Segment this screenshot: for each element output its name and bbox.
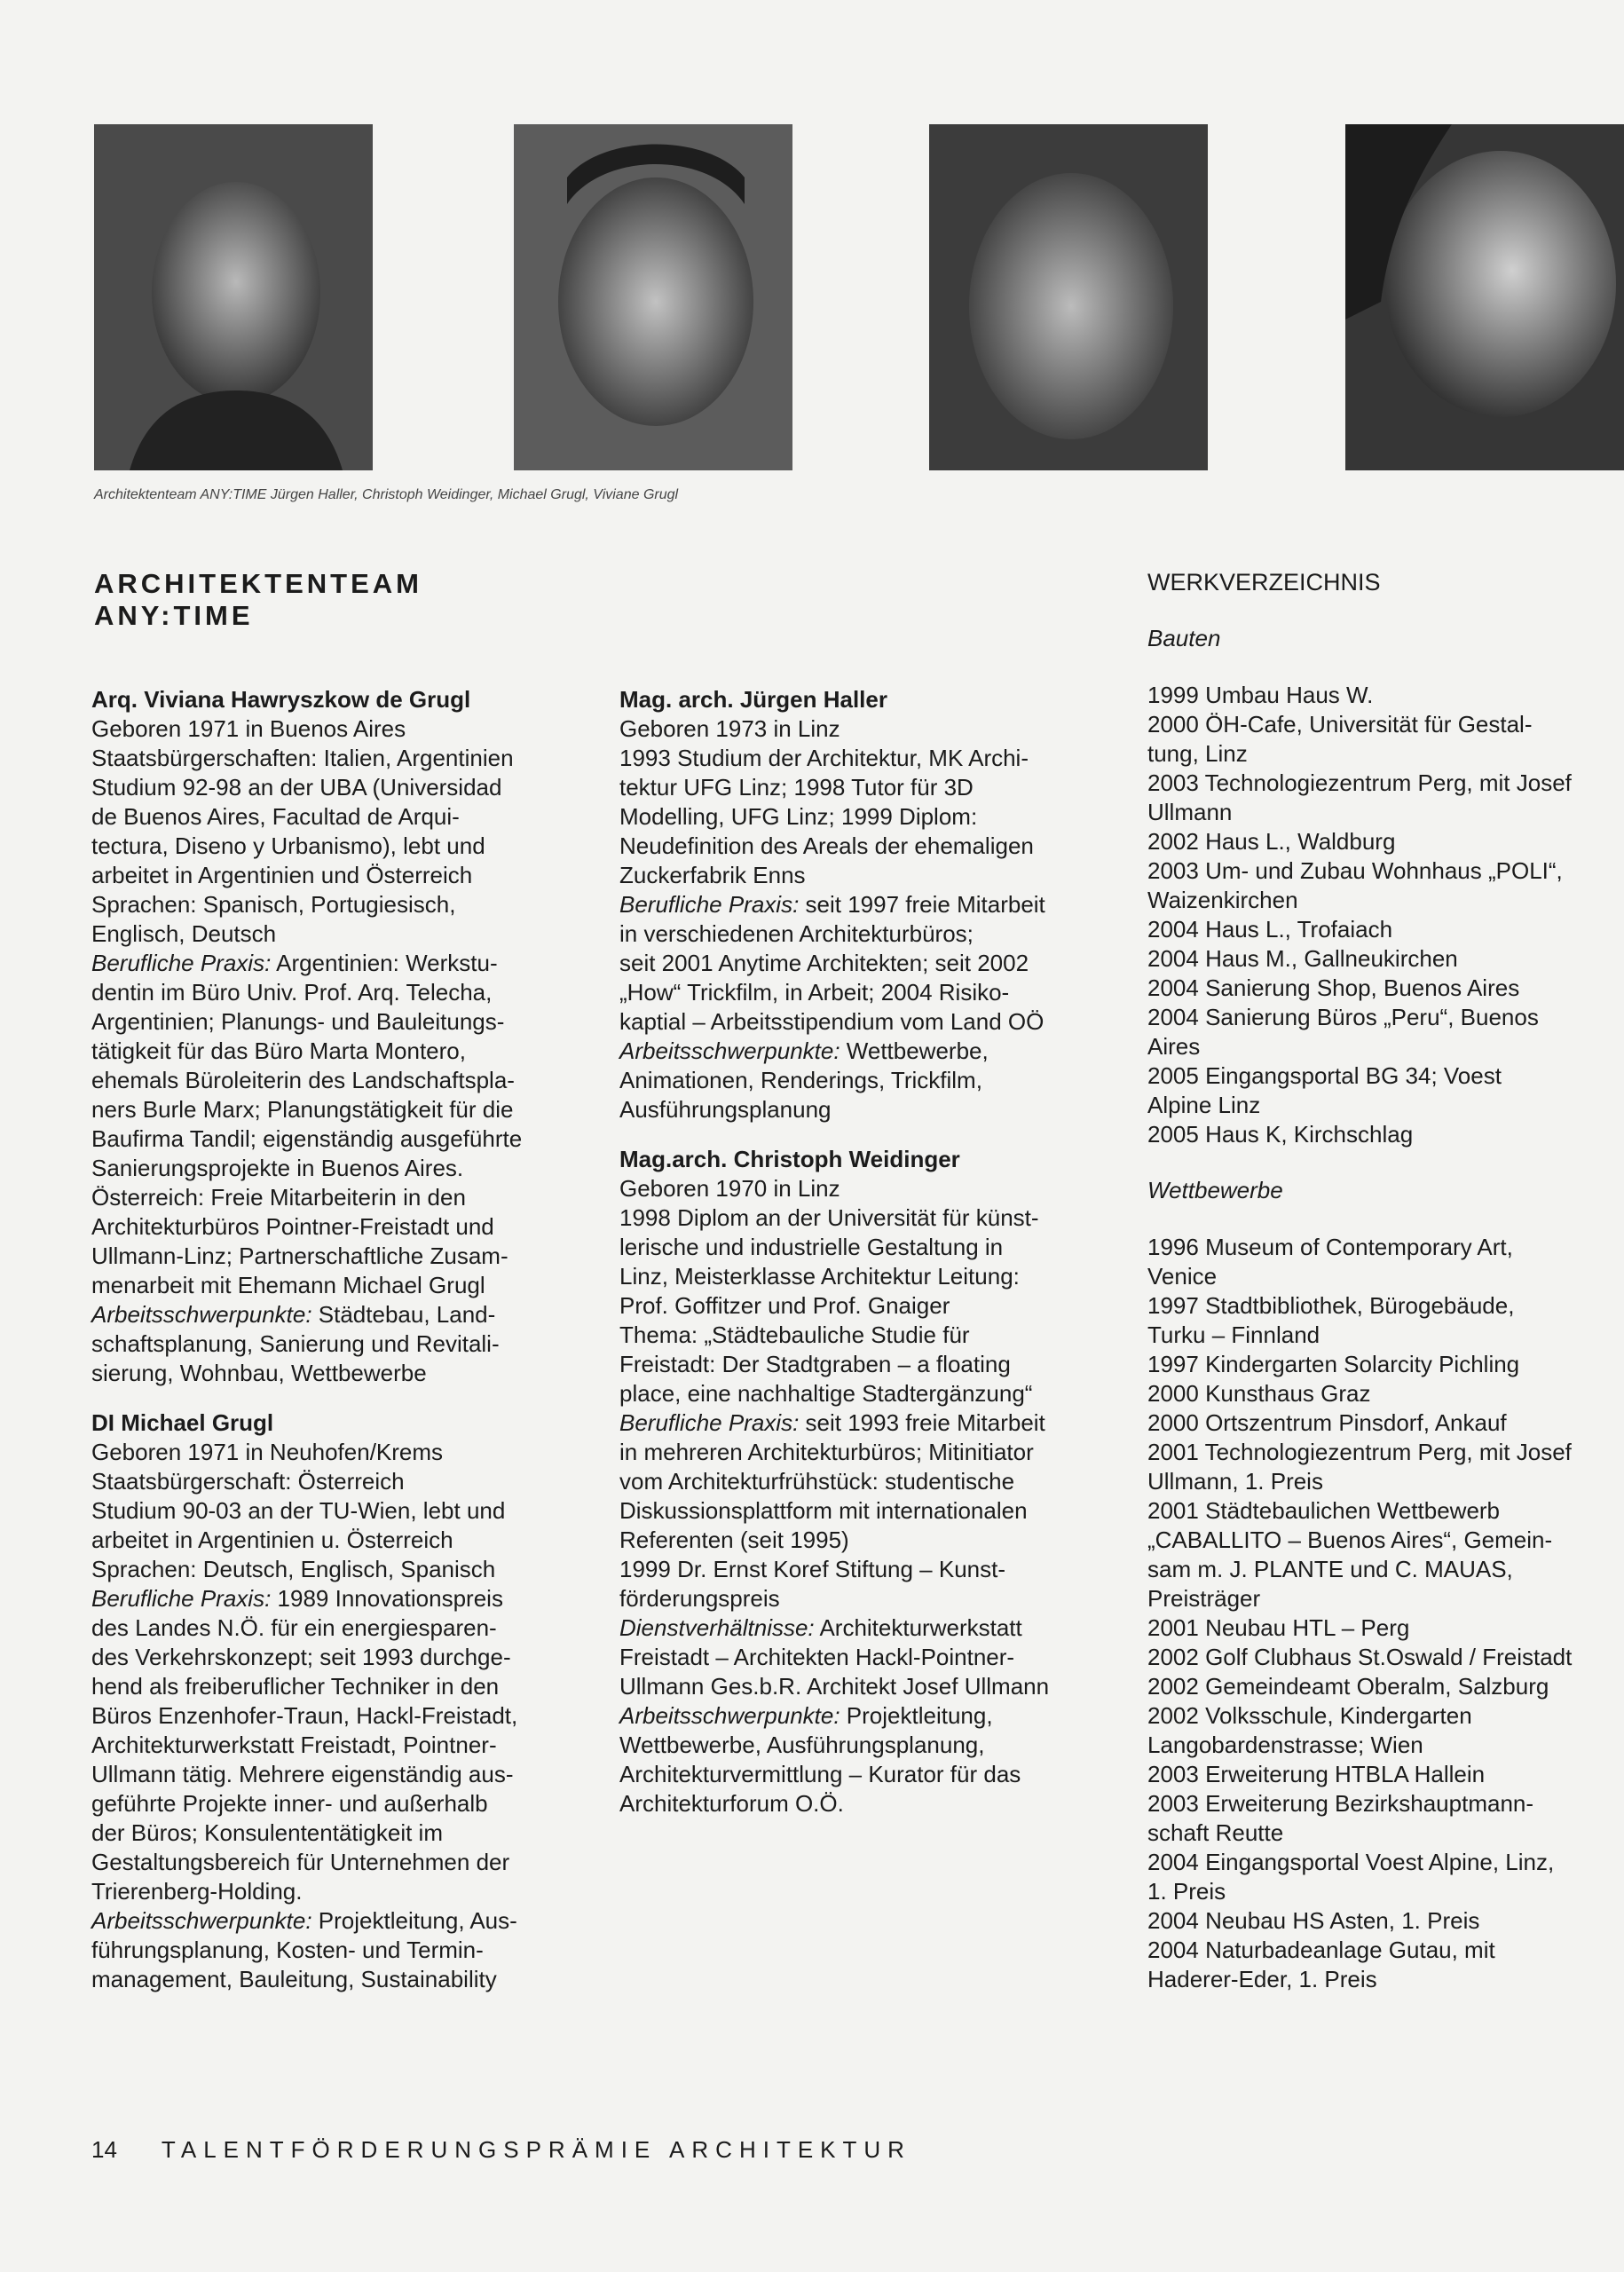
bio-text: schaftsplanung, Sanierung und Revitali- — [91, 1330, 500, 1357]
bio-text: tätigkeit für das Büro Marta Montero, — [91, 1037, 466, 1064]
photo-caption: Architektenteam ANY:TIME Jürgen Haller, Christoph Weidinger, Michael Grugl, Viviane Grugl — [94, 487, 679, 502]
bio-line — [619, 1379, 1099, 1408]
team-title-line: ARCHITEKTENTEAM — [94, 568, 422, 599]
bio-label: Berufliche Praxis: — [619, 891, 800, 918]
wettbewerbe-entry: 2004 Eingangsportal Voest Alpine, Linz, — [1147, 1849, 1555, 1875]
bio-line — [91, 1183, 571, 1212]
team-title-line: ANY:TIME — [94, 600, 254, 631]
bio-text: Städtebau, Land- — [311, 1301, 496, 1328]
page-number: 14 — [91, 2136, 117, 2163]
bio-line — [619, 890, 1099, 919]
wettbewerbe-entry: Preisträger — [1147, 1585, 1261, 1612]
bauten-entry: 2005 Eingangsportal BG 34; Voest — [1147, 1062, 1502, 1089]
column-middle — [619, 685, 1099, 1839]
bio-text: 1989 Innovationspreis — [271, 1585, 503, 1612]
bio-label: Arbeitsschwerpunkte: — [91, 1301, 312, 1328]
bio-text: geführte Projekte inner- und außerhalb — [91, 1790, 488, 1817]
bauten-entry: Alpine Linz — [1147, 1092, 1261, 1118]
bio-line — [619, 1291, 1099, 1321]
bio-line — [619, 1701, 1099, 1731]
person-section — [619, 1145, 1099, 1818]
bio-line — [91, 1037, 571, 1066]
bio-text: arbeitet in Argentinien und Österreich — [91, 862, 473, 888]
bauten-entry: 2005 Haus K, Kirchschlag — [1147, 1121, 1414, 1148]
bio-text: Freistadt – Architekten Hackl-Pointner- — [619, 1644, 1015, 1670]
person-section — [619, 685, 1099, 1124]
bio-text: Österreich: Freie Mitarbeiterin in den — [91, 1184, 466, 1211]
bio-line — [619, 1496, 1099, 1526]
bio-text: Studium 92-98 an der UBA (Universidad — [91, 774, 502, 801]
bio-text: kaptial – Arbeitsstipendium vom Land OÖ — [619, 1008, 1045, 1035]
bio-line — [91, 1848, 571, 1877]
bio-text: Englisch, Deutsch — [91, 920, 277, 947]
bio-text: lerische und industrielle Gestaltung in — [619, 1234, 1004, 1260]
wettbewerbe-entry: sam m. J. PLANTE und C. MAUAS, — [1147, 1556, 1513, 1582]
bio-line — [91, 1467, 571, 1496]
bio-line — [619, 861, 1099, 890]
bio-line — [91, 1212, 571, 1242]
bio-text: Ullmann Ges.b.R. Architekt Josef Ullmann — [619, 1673, 1050, 1700]
bio-line — [91, 1760, 571, 1789]
bio-text: Staatsbürgerschaften: Italien, Argentinien — [91, 745, 514, 771]
bio-line — [91, 1066, 571, 1095]
bio-text: ehemals Büroleiterin des Landschaftspla- — [91, 1067, 515, 1093]
bio-line — [619, 1438, 1099, 1467]
bio-line — [619, 1066, 1099, 1095]
bauten-heading: Bauten — [1147, 625, 1221, 651]
page-footer — [91, 2136, 911, 2164]
wettbewerbe-entry: 1997 Kindergarten Solarcity Pichling — [1147, 1351, 1520, 1377]
wettbewerbe-heading: Wettbewerbe — [1147, 1177, 1283, 1203]
bio-line — [619, 1174, 1099, 1203]
bio-line — [91, 890, 571, 919]
bio-text: tectura, Diseno y Urbanismo), lebt und — [91, 832, 485, 859]
bio-text: Projektleitung, — [840, 1702, 993, 1729]
bio-line — [91, 1965, 571, 1994]
bio-text: der Büros; Konsulententätigkeit im — [91, 1819, 443, 1846]
bio-line — [91, 1496, 571, 1526]
bio-line — [619, 1672, 1099, 1701]
wettbewerbe-entry: 2002 Gemeindeamt Oberalm, Salzburg — [1147, 1673, 1549, 1700]
bio-text: ners Burle Marx; Planungstätigkeit für die — [91, 1096, 514, 1123]
bio-line — [619, 1350, 1099, 1379]
bio-label: Berufliche Praxis: — [91, 950, 272, 976]
bio-line — [619, 744, 1099, 773]
bio-text: Sprachen: Spanisch, Portugiesisch, — [91, 891, 456, 918]
wettbewerbe-entry: Haderer-Eder, 1. Preis — [1147, 1966, 1377, 1992]
wettbewerbe-entry: 2003 Erweiterung Bezirkshauptmann- — [1147, 1790, 1534, 1817]
bio-line — [619, 1408, 1099, 1438]
wettbewerbe-entry: 2004 Neubau HS Asten, 1. Preis — [1147, 1907, 1480, 1934]
bio-line — [91, 832, 571, 861]
wettbewerbe-entry: „CABALLITO – Buenos Aires“, Gemein- — [1147, 1526, 1553, 1553]
bio-label: Dienstverhältnisse: — [619, 1614, 815, 1641]
bio-line — [619, 1203, 1099, 1233]
person-section — [91, 1408, 571, 1994]
bio-line — [91, 802, 571, 832]
bio-text: führungsplanung, Kosten- und Termin- — [91, 1937, 484, 1963]
bio-line — [619, 1095, 1099, 1124]
bio-line — [91, 1438, 571, 1467]
bio-text: Diskussionsplattform mit internationalen — [619, 1497, 1028, 1524]
bauten-entry: Ullmann — [1147, 799, 1233, 825]
bio-text: des Landes N.Ö. für ein energiesparen- — [91, 1614, 497, 1641]
wettbewerbe-list — [1147, 1233, 1624, 1994]
person-name: Mag.arch. Christoph Weidinger — [619, 1146, 960, 1172]
bio-line — [91, 1877, 571, 1906]
bio-line — [91, 1300, 571, 1329]
bio-label: Berufliche Praxis: — [619, 1409, 800, 1436]
bio-line — [91, 978, 571, 1007]
wettbewerbe-entry: Venice — [1147, 1263, 1218, 1290]
bio-line — [91, 714, 571, 744]
portrait-photo-viviane-grugl — [1345, 124, 1624, 470]
bio-text: förderungspreis — [619, 1585, 780, 1612]
bauten-entry: 2004 Haus L., Trofaiach — [1147, 916, 1393, 943]
bio-line — [619, 1789, 1099, 1818]
bauten-list — [1147, 681, 1624, 1149]
bio-text: Architekturwerkstatt — [814, 1614, 1022, 1641]
bio-line — [619, 1643, 1099, 1672]
bauten-entry: 2004 Haus M., Gallneukirchen — [1147, 945, 1458, 972]
bio-text: seit 1993 freie Mitarbeit — [799, 1409, 1045, 1436]
bio-line — [91, 861, 571, 890]
bauten-entry: 2003 Technologiezentrum Perg, mit Josef — [1147, 769, 1572, 796]
bio-text: Studium 90-03 an der TU-Wien, lebt und — [91, 1497, 506, 1524]
werkverzeichnis-heading: WERKVERZEICHNIS — [1147, 569, 1381, 596]
bio-text: menarbeit mit Ehemann Michael Grugl — [91, 1272, 485, 1298]
bio-text: de Buenos Aires, Facultad de Arqui- — [91, 803, 460, 830]
bio-line — [91, 1936, 571, 1965]
bio-line — [91, 1095, 571, 1124]
bio-line — [91, 1701, 571, 1731]
wettbewerbe-entry: 2002 Volksschule, Kindergarten — [1147, 1702, 1472, 1729]
bio-line — [91, 1731, 571, 1760]
bio-text: Geboren 1971 in Neuhofen/Krems — [91, 1439, 444, 1465]
bauten-entry: 2004 Sanierung Shop, Buenos Aires — [1147, 974, 1520, 1001]
bauten-entry: tung, Linz — [1147, 740, 1248, 767]
bauten-entry: 2003 Um- und Zubau Wohnhaus „POLI“, — [1147, 857, 1563, 884]
portrait-photo-michael-grugl — [94, 124, 373, 470]
wettbewerbe-entry: 2004 Naturbadeanlage Gutau, mit — [1147, 1937, 1495, 1963]
bio-text: Prof. Goffitzer und Prof. Gnaiger — [619, 1292, 950, 1319]
bauten-entry: Waizenkirchen — [1147, 887, 1298, 913]
bio-text: Trierenberg-Holding. — [91, 1878, 303, 1905]
wettbewerbe-entry: 1996 Museum of Contemporary Art, — [1147, 1234, 1513, 1260]
person-name: Arq. Viviana Hawryszkow de Grugl — [91, 686, 471, 713]
bio-text: Architekturforum O.Ö. — [619, 1790, 844, 1817]
bio-text: place, eine nachhaltige Stadtergänzung“ — [619, 1380, 1033, 1407]
bio-label: Berufliche Praxis: — [91, 1585, 272, 1612]
bio-line — [619, 1760, 1099, 1789]
bio-line — [91, 1818, 571, 1848]
bio-text: des Verkehrskonzept; seit 1993 durchge- — [91, 1644, 511, 1670]
bio-text: Gestaltungsbereich für Unternehmen der — [91, 1849, 510, 1875]
team-title — [94, 568, 422, 632]
bio-line — [619, 802, 1099, 832]
wettbewerbe-entry: schaft Reutte — [1147, 1819, 1284, 1846]
bio-text: sierung, Wohnbau, Wettbewerbe — [91, 1360, 427, 1386]
bio-line — [91, 1359, 571, 1388]
wettbewerbe-entry: Turku – Finnland — [1147, 1321, 1320, 1348]
bio-text: Ausführungsplanung — [619, 1096, 832, 1123]
person-section — [91, 685, 571, 1388]
bio-line — [619, 1555, 1099, 1584]
bio-text: Ullmann-Linz; Partnerschaftliche Zusam- — [91, 1242, 508, 1269]
portrait-photo-juergen-haller — [514, 124, 792, 470]
wettbewerbe-entry: 2001 Technologiezentrum Perg, mit Josef — [1147, 1439, 1572, 1465]
bio-text: hend als freiberuflicher Techniker in den — [91, 1673, 500, 1700]
bio-text: vom Architekturfrühstück: studentische — [619, 1468, 1015, 1495]
bio-text: Projektleitung, Aus- — [311, 1907, 517, 1934]
bio-text: Geboren 1973 in Linz — [619, 715, 840, 742]
bio-line — [91, 1789, 571, 1818]
bio-line — [91, 949, 571, 978]
bio-line — [619, 949, 1099, 978]
bio-text: seit 2001 Anytime Architekten; seit 2002 — [619, 950, 1029, 976]
wettbewerbe-entry: 2003 Erweiterung HTBLA Hallein — [1147, 1761, 1486, 1787]
bauten-entry: 2004 Sanierung Büros „Peru“, Buenos — [1147, 1004, 1539, 1030]
wettbewerbe-entry: 1997 Stadtbibliothek, Bürogebäude, — [1147, 1292, 1515, 1319]
bio-text: Referenten (seit 1995) — [619, 1526, 849, 1553]
wettbewerbe-entry: 2002 Golf Clubhaus St.Oswald / Freistadt — [1147, 1644, 1573, 1670]
bio-line — [619, 1262, 1099, 1291]
bio-line — [619, 1731, 1099, 1760]
bio-text: Büros Enzenhofer-Traun, Hackl-Freistadt, — [91, 1702, 518, 1729]
wettbewerbe-entry: 1. Preis — [1147, 1878, 1226, 1905]
bio-line — [619, 832, 1099, 861]
bauten-entry: 1999 Umbau Haus W. — [1147, 682, 1374, 708]
bio-line — [91, 1124, 571, 1154]
bio-text: Freistadt: Der Stadtgraben – a floating — [619, 1351, 1011, 1377]
person-name: Mag. arch. Jürgen Haller — [619, 686, 887, 713]
publication-title: TALENTFÖRDERUNGSPRÄMIE ARCHITEKTUR — [161, 2136, 911, 2163]
bio-line — [91, 1613, 571, 1643]
bio-text: Ullmann tätig. Mehrere eigenständig aus- — [91, 1761, 514, 1787]
bio-text: Neudefinition des Areals der ehemaligen — [619, 832, 1034, 859]
bio-text: Architekturbüros Pointner-Freistadt und — [91, 1213, 494, 1240]
bio-line — [619, 1007, 1099, 1037]
bio-text: Zuckerfabrik Enns — [619, 862, 806, 888]
wettbewerbe-entry: 2001 Städtebaulichen Wettbewerb — [1147, 1497, 1501, 1524]
bio-line — [91, 1154, 571, 1183]
bio-text: Thema: „Städtebauliche Studie für — [619, 1321, 970, 1348]
bio-text: Argentinien; Planungs- und Bauleitungs- — [91, 1008, 505, 1035]
bauten-entry: Aires — [1147, 1033, 1201, 1060]
bio-line — [91, 1271, 571, 1300]
bio-text: management, Bauleitung, Sustainability — [91, 1966, 497, 1992]
bauten-entry: 2002 Haus L., Waldburg — [1147, 828, 1396, 855]
bio-line — [91, 1329, 571, 1359]
bio-text: Linz, Meisterklasse Architektur Leitung: — [619, 1263, 1020, 1290]
wettbewerbe-entry: Langobardenstrasse; Wien — [1147, 1732, 1423, 1758]
bio-text: Animationen, Renderings, Trickfilm, — [619, 1067, 982, 1093]
bio-text: 1999 Dr. Ernst Koref Stiftung – Kunst- — [619, 1556, 1006, 1582]
bio-text: seit 1997 freie Mitarbeit — [799, 891, 1045, 918]
bio-text: Wettbewerbe, Ausführungsplanung, — [619, 1732, 985, 1758]
bio-line — [619, 919, 1099, 949]
bio-text: Geboren 1970 in Linz — [619, 1175, 840, 1202]
bio-text: Wettbewerbe, — [840, 1037, 989, 1064]
bio-line — [91, 1643, 571, 1672]
bio-line — [91, 1584, 571, 1613]
bio-line — [91, 1242, 571, 1271]
bio-text: arbeitet in Argentinien u. Österreich — [91, 1526, 453, 1553]
bauten-entry: 2000 ÖH-Cafe, Universität für Gestal- — [1147, 711, 1533, 738]
bio-line — [91, 1007, 571, 1037]
bio-line — [91, 919, 571, 949]
bio-text: dentin im Büro Univ. Prof. Arq. Telecha, — [91, 979, 493, 1006]
bio-text: 1993 Studium der Architektur, MK Archi- — [619, 745, 1029, 771]
bio-text: Geboren 1971 in Buenos Aires — [91, 715, 406, 742]
column-werkverzeichnis — [1147, 568, 1624, 1994]
bio-text: Sprachen: Deutsch, Englisch, Spanisch — [91, 1556, 496, 1582]
bio-text: Staatsbürgerschaft: Österreich — [91, 1468, 405, 1495]
bio-label: Arbeitsschwerpunkte: — [619, 1037, 840, 1064]
bio-line — [619, 978, 1099, 1007]
bio-line — [91, 1906, 571, 1936]
wettbewerbe-entry: 2000 Ortszentrum Pinsdorf, Ankauf — [1147, 1409, 1507, 1436]
bio-line — [619, 1321, 1099, 1350]
wettbewerbe-entry: Ullmann, 1. Preis — [1147, 1468, 1323, 1495]
bio-text: tektur UFG Linz; 1998 Tutor für 3D — [619, 774, 974, 801]
bio-line — [91, 1555, 571, 1584]
bio-line — [91, 773, 571, 802]
person-name: DI Michael Grugl — [91, 1409, 274, 1436]
bio-text: in verschiedenen Architekturbüros; — [619, 920, 974, 947]
bio-label: Arbeitsschwerpunkte: — [91, 1907, 312, 1934]
bio-text: in mehreren Architekturbüros; Mitinitiator — [619, 1439, 1034, 1465]
bio-text: 1998 Diplom an der Universität für künst- — [619, 1204, 1039, 1231]
bio-line — [619, 1613, 1099, 1643]
bio-line — [619, 1526, 1099, 1555]
wettbewerbe-entry: 2000 Kunsthaus Graz — [1147, 1380, 1371, 1407]
wettbewerbe-entry: 2001 Neubau HTL – Perg — [1147, 1614, 1410, 1641]
bio-text: Architekturwerkstatt Freistadt, Pointner- — [91, 1732, 497, 1758]
bio-line — [619, 1467, 1099, 1496]
bio-line — [619, 773, 1099, 802]
bio-line — [91, 1672, 571, 1701]
portrait-photo-christoph-weidinger — [929, 124, 1208, 470]
bio-line — [91, 1526, 571, 1555]
bio-line — [91, 744, 571, 773]
bio-line — [619, 1233, 1099, 1262]
bio-text: „How“ Trickfilm, in Arbeit; 2004 Risiko- — [619, 979, 1010, 1006]
bio-text: Architekturvermittlung – Kurator für das — [619, 1761, 1021, 1787]
bio-line — [619, 714, 1099, 744]
bio-line — [619, 1584, 1099, 1613]
column-left — [91, 685, 571, 2015]
bio-text: Baufirma Tandil; eigenständig ausgeführte — [91, 1125, 523, 1152]
bio-line — [619, 1037, 1099, 1066]
bio-label: Arbeitsschwerpunkte: — [619, 1702, 840, 1729]
bio-text: Modelling, UFG Linz; 1999 Diplom: — [619, 803, 978, 830]
bio-text: Argentinien: Werkstu- — [271, 950, 498, 976]
bio-text: Sanierungsprojekte in Buenos Aires. — [91, 1155, 464, 1181]
